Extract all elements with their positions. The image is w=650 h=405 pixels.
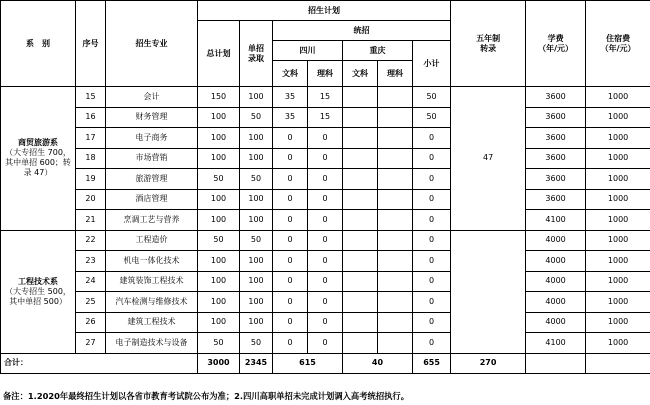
major-cell: 电子制造技术与设备 — [106, 333, 198, 354]
sichuan-science-cell: 0 — [308, 251, 343, 272]
sichuan-arts-cell: 0 — [273, 230, 308, 251]
sichuan-arts-cell: 0 — [273, 312, 308, 333]
single-admission-cell: 100 — [240, 210, 273, 231]
major-cell: 建筑工程技术 — [106, 312, 198, 333]
lodging-cell: 1000 — [586, 251, 650, 272]
tuition-cell: 4000 — [526, 312, 586, 333]
subtotal-cell: 0 — [413, 312, 451, 333]
subtotal-cell: 0 — [413, 169, 451, 190]
lodging-cell: 1000 — [586, 189, 650, 210]
sichuan-science-cell: 0 — [308, 148, 343, 169]
subtotal-cell: 0 — [413, 333, 451, 354]
totals-chongqing: 40 — [343, 353, 413, 373]
lodging-cell: 1000 — [586, 271, 650, 292]
seq-cell: 23 — [76, 251, 106, 272]
chongqing-arts-cell — [343, 148, 378, 169]
subtotal-cell: 0 — [413, 210, 451, 231]
single-admission-cell: 100 — [240, 189, 273, 210]
sichuan-arts-cell: 35 — [273, 107, 308, 128]
table-row — [1, 87, 650, 108]
major-cell: 机电一体化技术 — [106, 251, 198, 272]
sichuan-arts-cell: 0 — [273, 148, 308, 169]
header-sichuan-science: 理科 — [308, 61, 343, 87]
tuition-cell: 4100 — [526, 333, 586, 354]
department-cell — [1, 230, 76, 353]
lodging-cell: 1000 — [586, 292, 650, 313]
single-admission-cell: 100 — [240, 87, 273, 108]
lodging-cell: 1000 — [586, 107, 650, 128]
total-plan-cell: 150 — [198, 87, 240, 108]
total-plan-cell: 50 — [198, 169, 240, 190]
table-row — [1, 128, 650, 149]
chongqing-science-cell — [378, 251, 413, 272]
seq-cell: 21 — [76, 210, 106, 231]
chongqing-science-cell — [378, 271, 413, 292]
table-row — [1, 333, 650, 354]
totals-label: 合计： — [1, 353, 198, 373]
total-plan-cell: 100 — [198, 107, 240, 128]
department-name: 工程技术系 — [18, 276, 58, 286]
totals-transfer: 270 — [451, 353, 526, 373]
totals-total: 3000 — [198, 353, 240, 373]
sichuan-science-cell: 15 — [308, 107, 343, 128]
sichuan-arts-cell: 35 — [273, 87, 308, 108]
tuition-cell: 3600 — [526, 148, 586, 169]
table-row — [1, 271, 650, 292]
header-transfer: 五年制 转录 — [451, 1, 526, 87]
major-cell: 电子商务 — [106, 128, 198, 149]
table-row — [1, 230, 650, 251]
major-cell: 烹调工艺与营养 — [106, 210, 198, 231]
chongqing-arts-cell — [343, 107, 378, 128]
header-sichuan: 四川 — [273, 41, 343, 61]
header-department: 系 别 — [1, 1, 76, 87]
header-lodging: 住宿费 （年/元） — [586, 1, 650, 87]
lodging-cell: 1000 — [586, 87, 650, 108]
lodging-cell: 1000 — [586, 210, 650, 231]
header-total: 总计划 — [198, 21, 240, 87]
tuition-cell: 4100 — [526, 210, 586, 231]
lodging-cell: 1000 — [586, 230, 650, 251]
sichuan-arts-cell: 0 — [273, 189, 308, 210]
chongqing-arts-cell — [343, 333, 378, 354]
single-admission-cell: 100 — [240, 271, 273, 292]
seq-cell: 24 — [76, 271, 106, 292]
sichuan-arts-cell: 0 — [273, 271, 308, 292]
tuition-cell: 3600 — [526, 169, 586, 190]
total-plan-cell: 50 — [198, 333, 240, 354]
subtotal-cell: 0 — [413, 128, 451, 149]
sichuan-science-cell: 0 — [308, 210, 343, 231]
department-detail: （大专招生 500，其中单招 500） — [5, 286, 71, 306]
total-plan-cell: 100 — [198, 312, 240, 333]
chongqing-arts-cell — [343, 210, 378, 231]
sichuan-science-cell: 0 — [308, 230, 343, 251]
sichuan-arts-cell: 0 — [273, 333, 308, 354]
major-cell: 财务管理 — [106, 107, 198, 128]
seq-cell: 20 — [76, 189, 106, 210]
sichuan-arts-cell: 0 — [273, 251, 308, 272]
chongqing-science-cell — [378, 87, 413, 108]
chongqing-science-cell — [378, 230, 413, 251]
sichuan-arts-cell: 0 — [273, 169, 308, 190]
sichuan-science-cell: 0 — [308, 271, 343, 292]
major-cell: 工程造价 — [106, 230, 198, 251]
sichuan-science-cell: 15 — [308, 87, 343, 108]
single-admission-cell: 100 — [240, 312, 273, 333]
total-plan-cell: 100 — [198, 251, 240, 272]
seq-cell: 26 — [76, 312, 106, 333]
subtotal-cell: 0 — [413, 230, 451, 251]
sichuan-science-cell: 0 — [308, 292, 343, 313]
header-major: 招生专业 — [106, 1, 198, 87]
total-plan-cell: 100 — [198, 128, 240, 149]
tuition-cell: 3600 — [526, 128, 586, 149]
department-detail: （大专招生 700，其中单招 600；转录 47） — [5, 148, 71, 178]
tuition-cell: 4000 — [526, 230, 586, 251]
chongqing-arts-cell — [343, 230, 378, 251]
transfer-cell — [451, 230, 526, 353]
lodging-cell: 1000 — [586, 148, 650, 169]
subtotal-cell: 0 — [413, 292, 451, 313]
totals-subtotal: 655 — [413, 353, 451, 373]
lodging-cell: 1000 — [586, 128, 650, 149]
subtotal-cell: 0 — [413, 148, 451, 169]
lodging-cell: 1000 — [586, 333, 650, 354]
tuition-cell: 3600 — [526, 107, 586, 128]
chongqing-science-cell — [378, 128, 413, 149]
chongqing-science-cell — [378, 189, 413, 210]
table-row — [1, 210, 650, 231]
seq-cell: 25 — [76, 292, 106, 313]
major-cell: 酒店管理 — [106, 189, 198, 210]
sichuan-science-cell: 0 — [308, 333, 343, 354]
department-name: 商贸旅游系 — [18, 138, 58, 148]
chongqing-arts-cell — [343, 128, 378, 149]
tuition-cell: 4000 — [526, 251, 586, 272]
subtotal-cell: 0 — [413, 189, 451, 210]
header-tuition: 学费 （年/元） — [526, 1, 586, 87]
header-chongqing-science: 理科 — [378, 61, 413, 87]
chongqing-arts-cell — [343, 87, 378, 108]
major-cell: 市场营销 — [106, 148, 198, 169]
single-admission-cell: 50 — [240, 230, 273, 251]
chongqing-science-cell — [378, 312, 413, 333]
table-row — [1, 189, 650, 210]
sichuan-science-cell: 0 — [308, 128, 343, 149]
table-row — [1, 312, 650, 333]
department-cell — [1, 87, 76, 231]
footnote: 备注：1.2020年最终招生计划以各省市教育考试院公布为准；2.四川高职单招未完成计划调入高考统招执行。 — [3, 391, 410, 401]
major-cell: 汽车检测与维修技术 — [106, 292, 198, 313]
chongqing-science-cell — [378, 333, 413, 354]
chongqing-science-cell — [378, 292, 413, 313]
total-plan-cell: 50 — [198, 230, 240, 251]
header-seq: 序号 — [76, 1, 106, 87]
total-plan-cell: 100 — [198, 148, 240, 169]
tuition-cell: 3600 — [526, 189, 586, 210]
sichuan-arts-cell: 0 — [273, 128, 308, 149]
chongqing-arts-cell — [343, 312, 378, 333]
header-subtotal: 小计 — [413, 41, 451, 87]
chongqing-arts-cell — [343, 271, 378, 292]
total-plan-cell: 100 — [198, 292, 240, 313]
table-row — [1, 107, 650, 128]
table-row — [1, 148, 650, 169]
header-plan-group: 招生计划 — [198, 1, 451, 21]
chongqing-arts-cell — [343, 189, 378, 210]
single-admission-cell: 50 — [240, 169, 273, 190]
single-admission-cell: 100 — [240, 251, 273, 272]
tuition-cell: 4000 — [526, 292, 586, 313]
subtotal-cell: 50 — [413, 107, 451, 128]
totals-lodging-empty — [586, 353, 650, 373]
transfer-cell: 47 — [451, 87, 526, 231]
totals-row — [1, 353, 650, 373]
lodging-cell: 1000 — [586, 169, 650, 190]
sichuan-science-cell: 0 — [308, 189, 343, 210]
table-row — [1, 169, 650, 190]
chongqing-arts-cell — [343, 292, 378, 313]
major-cell: 建筑装饰工程技术 — [106, 271, 198, 292]
tuition-cell: 3600 — [526, 87, 586, 108]
totals-sichuan: 615 — [273, 353, 343, 373]
sichuan-science-cell: 0 — [308, 169, 343, 190]
sichuan-science-cell: 0 — [308, 312, 343, 333]
subtotal-cell: 0 — [413, 271, 451, 292]
seq-cell: 16 — [76, 107, 106, 128]
sichuan-arts-cell: 0 — [273, 292, 308, 313]
sichuan-arts-cell: 0 — [273, 210, 308, 231]
totals-single: 2345 — [240, 353, 273, 373]
chongqing-science-cell — [378, 148, 413, 169]
seq-cell: 17 — [76, 128, 106, 149]
total-plan-cell: 100 — [198, 189, 240, 210]
header-unified-group: 统招 — [273, 21, 451, 41]
lodging-cell: 1000 — [586, 312, 650, 333]
seq-cell: 15 — [76, 87, 106, 108]
table-row — [1, 251, 650, 272]
major-cell: 旅游管理 — [106, 169, 198, 190]
table-row — [1, 292, 650, 313]
major-cell: 会计 — [106, 87, 198, 108]
total-plan-cell: 100 — [198, 271, 240, 292]
chongqing-arts-cell — [343, 169, 378, 190]
single-admission-cell: 100 — [240, 148, 273, 169]
chongqing-science-cell — [378, 210, 413, 231]
total-plan-cell: 100 — [198, 210, 240, 231]
seq-cell: 22 — [76, 230, 106, 251]
single-admission-cell: 100 — [240, 128, 273, 149]
totals-tuition-empty — [526, 353, 586, 373]
header-chongqing-arts: 文科 — [343, 61, 378, 87]
subtotal-cell: 50 — [413, 87, 451, 108]
seq-cell: 18 — [76, 148, 106, 169]
single-admission-cell: 50 — [240, 107, 273, 128]
single-admission-cell: 50 — [240, 333, 273, 354]
tuition-cell: 4000 — [526, 271, 586, 292]
seq-cell: 19 — [76, 169, 106, 190]
single-admission-cell: 100 — [240, 292, 273, 313]
header-single: 单招 录取 — [240, 21, 273, 87]
subtotal-cell: 0 — [413, 251, 451, 272]
header-chongqing: 重庆 — [343, 41, 413, 61]
chongqing-science-cell — [378, 107, 413, 128]
chongqing-arts-cell — [343, 251, 378, 272]
seq-cell: 27 — [76, 333, 106, 354]
header-sichuan-arts: 文科 — [273, 61, 308, 87]
chongqing-science-cell — [378, 169, 413, 190]
